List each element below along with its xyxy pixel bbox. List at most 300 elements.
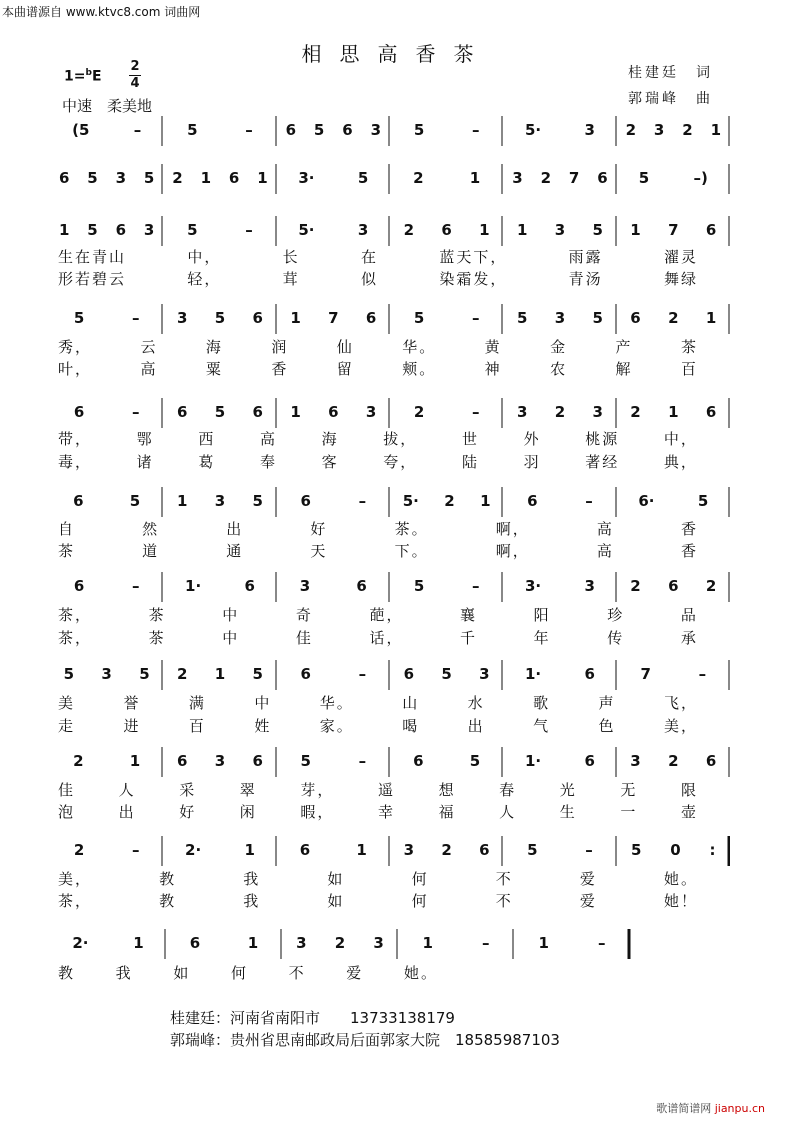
- note: 6: [413, 752, 424, 770]
- note: 2·: [185, 841, 202, 859]
- barlines: [50, 300, 730, 336]
- lyric-word: 何: [411, 870, 429, 888]
- tempo-marking: 中速 柔美地: [62, 97, 153, 115]
- lyric-word: 暇，: [300, 803, 335, 821]
- lyric-word: 天: [310, 542, 328, 560]
- barlines: [50, 483, 730, 519]
- lyric-word: 似: [360, 270, 378, 288]
- note: 2: [444, 492, 455, 510]
- time-bottom: 4: [130, 76, 140, 91]
- lyric-word: 雨露: [568, 248, 603, 266]
- lyric-word: 高: [140, 360, 158, 378]
- note: 2: [441, 841, 452, 859]
- lyric-word: 桃源: [585, 430, 620, 448]
- lyric-word: 色: [598, 717, 616, 735]
- note: 3: [653, 121, 665, 139]
- lyric-word: 茶，: [58, 629, 93, 647]
- note: 2: [668, 309, 679, 327]
- barlines: [50, 160, 730, 196]
- lyric-line: [58, 801, 698, 822]
- barlines: [50, 394, 730, 430]
- lyric-word: 她！: [663, 892, 698, 910]
- lyric-word: 带，: [58, 430, 93, 448]
- score-row: [50, 925, 730, 961]
- note: 1: [290, 309, 301, 327]
- note: –): [693, 169, 708, 187]
- note: 3: [554, 221, 566, 239]
- lyric-word: 香: [680, 520, 698, 538]
- lyric-word: 传: [607, 629, 625, 647]
- note: 5: [697, 492, 709, 510]
- lyric-word: 歌: [533, 694, 551, 712]
- note: 6: [668, 577, 679, 595]
- note: 1: [469, 169, 481, 187]
- note: 1: [705, 309, 717, 327]
- note: 5: [214, 403, 226, 421]
- note: 3: [592, 403, 603, 421]
- contact-lyricist: 桂建廷：河南省南阳市 13733138179: [170, 1009, 455, 1027]
- lyric-word: 通: [226, 542, 244, 560]
- note: –: [131, 403, 140, 421]
- barlines: [50, 925, 730, 961]
- lyric-word: 奉: [259, 453, 277, 471]
- lyric-line: [58, 604, 698, 625]
- lyric-word: 美，: [58, 870, 93, 888]
- note: 6: [73, 577, 85, 595]
- lyric-word: 奇: [295, 606, 313, 624]
- note: 2: [403, 221, 415, 239]
- note: 2: [540, 169, 552, 187]
- note: –: [131, 309, 140, 327]
- note: 1: [58, 221, 70, 239]
- note: –: [471, 121, 480, 139]
- lyric-word: 西: [198, 430, 216, 448]
- lyric-word: 诸: [136, 453, 154, 471]
- key-flat: b: [85, 68, 92, 78]
- lyric-word: 陆: [461, 453, 479, 471]
- note: 2: [334, 934, 346, 952]
- lyric-word: 啊，: [495, 542, 530, 560]
- note: 3: [357, 221, 369, 239]
- note: 1: [630, 221, 641, 239]
- score-row: [50, 568, 730, 604]
- lyric-word: 如: [327, 892, 345, 910]
- lyric-word: 中，: [187, 248, 222, 266]
- time-top: 2: [130, 59, 140, 74]
- lyric-word: 羽: [523, 453, 541, 471]
- lyric-word: 香: [680, 542, 698, 560]
- note: 3: [554, 309, 566, 327]
- lyric-word: 海: [205, 338, 223, 356]
- note: 6: [705, 752, 717, 770]
- lyricist-credit: 桂建廷 词: [628, 65, 713, 81]
- note: 5: [357, 169, 369, 187]
- lyric-word: 不: [495, 870, 513, 888]
- note: 1: [247, 934, 259, 952]
- note: 2: [682, 121, 693, 139]
- lyric-word: 茶。: [394, 520, 429, 538]
- note: 6: [356, 577, 367, 595]
- lyric-word: 生: [559, 803, 577, 821]
- note: 6: [244, 577, 255, 595]
- lyric-word: 何: [411, 892, 429, 910]
- note: :: [709, 841, 716, 859]
- note: 1: [244, 841, 255, 859]
- note: 5: [300, 752, 311, 770]
- lyric-word: 华。: [319, 694, 354, 712]
- lyric-word: 中，: [663, 430, 698, 448]
- note: 6: [328, 403, 339, 421]
- lyric-word: 飞，: [663, 694, 698, 712]
- note: 1·: [185, 577, 202, 595]
- note: 5: [441, 665, 452, 683]
- note: 2: [172, 169, 183, 187]
- lyric-word: 限: [680, 781, 698, 799]
- lyric-word: 农: [550, 360, 568, 378]
- note: 5: [313, 121, 325, 139]
- score-row: [50, 300, 730, 336]
- note: 6: [58, 169, 70, 187]
- note: 3: [370, 121, 382, 139]
- lyric-word: 濯灵: [663, 248, 698, 266]
- note: (5: [72, 121, 90, 139]
- note: 6: [705, 403, 717, 421]
- note: 1: [710, 121, 721, 139]
- lyric-word: 叶，: [58, 360, 93, 378]
- note: 7: [640, 665, 651, 683]
- lyric-word: 啊，: [495, 520, 530, 538]
- key-prefix: 1=: [64, 68, 86, 85]
- note: 5: [187, 121, 198, 139]
- lyric-word: 留: [336, 360, 354, 378]
- lyric-word: 光: [559, 781, 577, 799]
- note: 6: [630, 309, 641, 327]
- note: 3: [143, 221, 155, 239]
- lyric-word: 千: [460, 629, 478, 647]
- lyric-word: 毒，: [58, 453, 93, 471]
- note: 2: [705, 577, 717, 595]
- note: 6: [176, 403, 188, 421]
- lyric-word: 年: [533, 629, 551, 647]
- note: 3·: [298, 169, 315, 187]
- note: 6: [300, 665, 311, 683]
- note: 5: [252, 665, 263, 683]
- lyric-line: [58, 358, 698, 379]
- lyric-word: 襄: [460, 606, 478, 624]
- lyric-word: 话，: [369, 629, 404, 647]
- note: 5: [139, 665, 150, 683]
- lyric-word: 品: [680, 606, 698, 624]
- note: –: [245, 121, 253, 139]
- lyric-word: 好: [179, 803, 197, 821]
- note: 6: [189, 934, 201, 952]
- lyric-line: [58, 962, 438, 983]
- note: 2: [413, 403, 425, 421]
- note: 5: [214, 309, 226, 327]
- note: –: [358, 665, 367, 683]
- lyric-word: 舞绿: [663, 270, 698, 288]
- note: –: [358, 492, 367, 510]
- lyric-line: [58, 540, 698, 561]
- lyric-word: 蓝天下，: [439, 248, 508, 266]
- barlines: [50, 743, 730, 779]
- lyric-line: [58, 868, 698, 889]
- lyric-word: 家。: [319, 717, 354, 735]
- lyric-word: 人: [499, 803, 517, 821]
- lyric-word: 颊。: [402, 360, 437, 378]
- watermark-domain: jianpu.cn: [714, 1102, 765, 1115]
- note: 7: [328, 309, 339, 327]
- lyric-word: 幸: [377, 803, 395, 821]
- note: 5: [252, 492, 263, 510]
- lyric-word: 润: [271, 338, 289, 356]
- lyric-word: 不: [495, 892, 513, 910]
- lyric-word: 茸: [282, 270, 300, 288]
- lyric-word: 无: [620, 781, 638, 799]
- lyric-word: 人: [118, 781, 136, 799]
- key-signature: [64, 68, 102, 85]
- note: 1: [479, 221, 490, 239]
- note: 5: [87, 221, 98, 239]
- lyric-word: 教: [58, 964, 76, 982]
- note: 3: [115, 169, 127, 187]
- lyric-word: 翠: [239, 781, 257, 799]
- lyric-line: [58, 246, 698, 267]
- lyric-word: 想: [438, 781, 456, 799]
- lyric-word: 解: [615, 360, 633, 378]
- note: 6: [479, 841, 490, 859]
- note: 3: [214, 492, 226, 510]
- lyric-word: 香: [271, 360, 289, 378]
- barlines: [50, 568, 730, 604]
- note: –: [131, 841, 140, 859]
- note: 1: [422, 934, 433, 952]
- note: 5: [413, 577, 425, 595]
- note: –: [481, 934, 490, 952]
- note: 3: [365, 403, 377, 421]
- note: 6: [597, 169, 608, 187]
- lyric-word: 形若碧云: [58, 270, 127, 288]
- note: 5: [129, 492, 141, 510]
- lyric-line: [58, 268, 698, 289]
- note: 3: [584, 121, 595, 139]
- note: 2: [630, 403, 641, 421]
- note: 3: [373, 934, 384, 952]
- lyric-line: [58, 692, 698, 713]
- lyric-word: 秀，: [58, 338, 93, 356]
- note: 2: [73, 841, 85, 859]
- note: 6: [73, 492, 84, 510]
- note: 3: [630, 752, 641, 770]
- lyric-word: 染霜发，: [439, 270, 508, 288]
- note: 5: [63, 665, 75, 683]
- note: 2: [176, 665, 188, 683]
- lyric-word: 出: [118, 803, 136, 821]
- note: 6: [228, 169, 240, 187]
- lyric-word: 春: [499, 781, 517, 799]
- note: –: [585, 492, 593, 510]
- lyric-line: [58, 336, 698, 357]
- lyric-word: 如: [173, 964, 191, 982]
- lyric-word: 高: [259, 430, 277, 448]
- note: 3: [516, 403, 528, 421]
- lyric-word: 葩，: [369, 606, 404, 624]
- note: 5·: [525, 121, 542, 139]
- lyric-word: 神: [484, 360, 502, 378]
- lyric-line: [58, 518, 698, 539]
- note: –: [131, 577, 140, 595]
- lyric-line: [58, 451, 698, 472]
- lyric-word: 著经: [585, 453, 620, 471]
- note: 2: [413, 169, 424, 187]
- lyric-word: 声: [598, 694, 616, 712]
- note: 3: [512, 169, 523, 187]
- lyric-word: 一: [620, 803, 638, 821]
- lyric-word: 下。: [394, 542, 429, 560]
- lyric-word: 遥: [377, 781, 395, 799]
- lyric-word: 她。: [403, 964, 438, 982]
- note: 6: [441, 221, 452, 239]
- lyric-word: 长: [282, 248, 300, 266]
- lyric-word: 茶: [58, 542, 76, 560]
- note: –: [471, 309, 480, 327]
- lyric-word: 何: [230, 964, 248, 982]
- lyric-word: 黄: [484, 338, 502, 356]
- note: –: [698, 665, 707, 683]
- lyric-word: 不: [288, 964, 306, 982]
- note: 2: [625, 121, 637, 139]
- note: 2: [630, 577, 641, 595]
- lyric-word: 教: [159, 892, 177, 910]
- lyric-word: 云: [140, 338, 158, 356]
- composer-credit: 郭瑞峰 曲: [628, 91, 713, 107]
- lyric-word: 好: [310, 520, 328, 538]
- lyric-word: 鄂: [136, 430, 154, 448]
- note: –: [585, 841, 593, 859]
- note: 5·: [402, 492, 419, 510]
- lyric-word: 山: [402, 694, 420, 712]
- lyric-word: 客: [321, 453, 339, 471]
- lyric-word: 我: [243, 870, 261, 888]
- lyric-word: 我: [115, 964, 133, 982]
- lyric-word: 爱: [346, 964, 364, 982]
- lyric-word: 阳: [533, 606, 551, 624]
- lyric-word: 水: [467, 694, 485, 712]
- note: 5: [73, 309, 85, 327]
- note: 1: [133, 934, 144, 952]
- lyric-line: [58, 890, 698, 911]
- lyric-word: 粟: [205, 360, 223, 378]
- barlines: [50, 656, 730, 692]
- lyric-word: 仙: [336, 338, 354, 356]
- lyric-word: 世: [461, 430, 479, 448]
- lyric-word: 海: [321, 430, 339, 448]
- note: 5: [592, 221, 603, 239]
- note: 5: [638, 169, 650, 187]
- lyric-word: 福: [438, 803, 456, 821]
- note: 5: [631, 841, 642, 859]
- note: 1: [200, 169, 212, 187]
- score-row: [50, 656, 730, 692]
- lyric-word: 珍: [607, 606, 625, 624]
- note: 3: [214, 752, 226, 770]
- note: –: [471, 403, 480, 421]
- score-row: [50, 112, 730, 148]
- lyric-word: 茶: [148, 606, 166, 624]
- lyric-word: 壶: [680, 803, 698, 821]
- note: 3: [101, 665, 112, 683]
- lyric-word: 走: [58, 717, 76, 735]
- note: 1: [356, 841, 367, 859]
- note: –: [597, 934, 606, 952]
- note: 2·: [72, 934, 89, 952]
- lyric-word: 生在青山: [58, 248, 127, 266]
- lyric-word: 百: [188, 717, 206, 735]
- watermark-text: 歌谱简谱网: [656, 1102, 712, 1115]
- note: 3: [299, 577, 311, 595]
- lyric-word: 然: [142, 520, 160, 538]
- lyric-word: 爱: [579, 870, 597, 888]
- lyric-word: 美: [58, 694, 76, 712]
- lyric-word: 芽，: [300, 781, 335, 799]
- lyric-word: 茶: [148, 629, 166, 647]
- score-row: [50, 394, 730, 430]
- note: 6: [252, 403, 263, 421]
- note: –: [245, 221, 253, 239]
- song-title: 相思高香茶: [301, 42, 492, 66]
- lyric-word: 高: [596, 542, 614, 560]
- note: 1: [480, 492, 491, 510]
- lyric-word: 茶，: [58, 606, 93, 624]
- key-note: E: [91, 68, 102, 85]
- lyric-word: 教: [159, 870, 177, 888]
- note: 6: [73, 403, 85, 421]
- note: 6: [527, 492, 538, 510]
- barlines: [50, 112, 730, 148]
- note: 1: [129, 752, 141, 770]
- note: –: [471, 577, 480, 595]
- lyric-word: 产: [615, 338, 633, 356]
- lyric-word: 如: [327, 870, 345, 888]
- note: 5: [413, 121, 425, 139]
- note: 1: [290, 403, 301, 421]
- note: 7: [568, 169, 580, 187]
- note: 6: [299, 841, 311, 859]
- note: 3: [296, 934, 307, 952]
- lyric-word: 采: [179, 781, 197, 799]
- time-signature: [129, 60, 141, 91]
- lyric-word: 拔，: [383, 430, 418, 448]
- lyric-word: 中: [222, 629, 240, 647]
- score-row: [50, 743, 730, 779]
- lyric-line: [58, 715, 698, 736]
- lyric-word: 中: [254, 694, 272, 712]
- note: 6: [252, 309, 263, 327]
- note: 1: [214, 665, 226, 683]
- note: 6: [300, 492, 311, 510]
- note: 3·: [525, 577, 542, 595]
- lyric-word: 进: [123, 717, 141, 735]
- barlines: [50, 832, 730, 868]
- score-row: [50, 212, 730, 248]
- lyric-word: 华。: [402, 338, 437, 356]
- note: 3: [479, 665, 490, 683]
- lyric-word: 高: [596, 520, 614, 538]
- note: 5: [516, 309, 528, 327]
- lyric-word: 满: [188, 694, 206, 712]
- lyric-word: 茶，: [58, 892, 93, 910]
- lyric-word: 佳: [295, 629, 313, 647]
